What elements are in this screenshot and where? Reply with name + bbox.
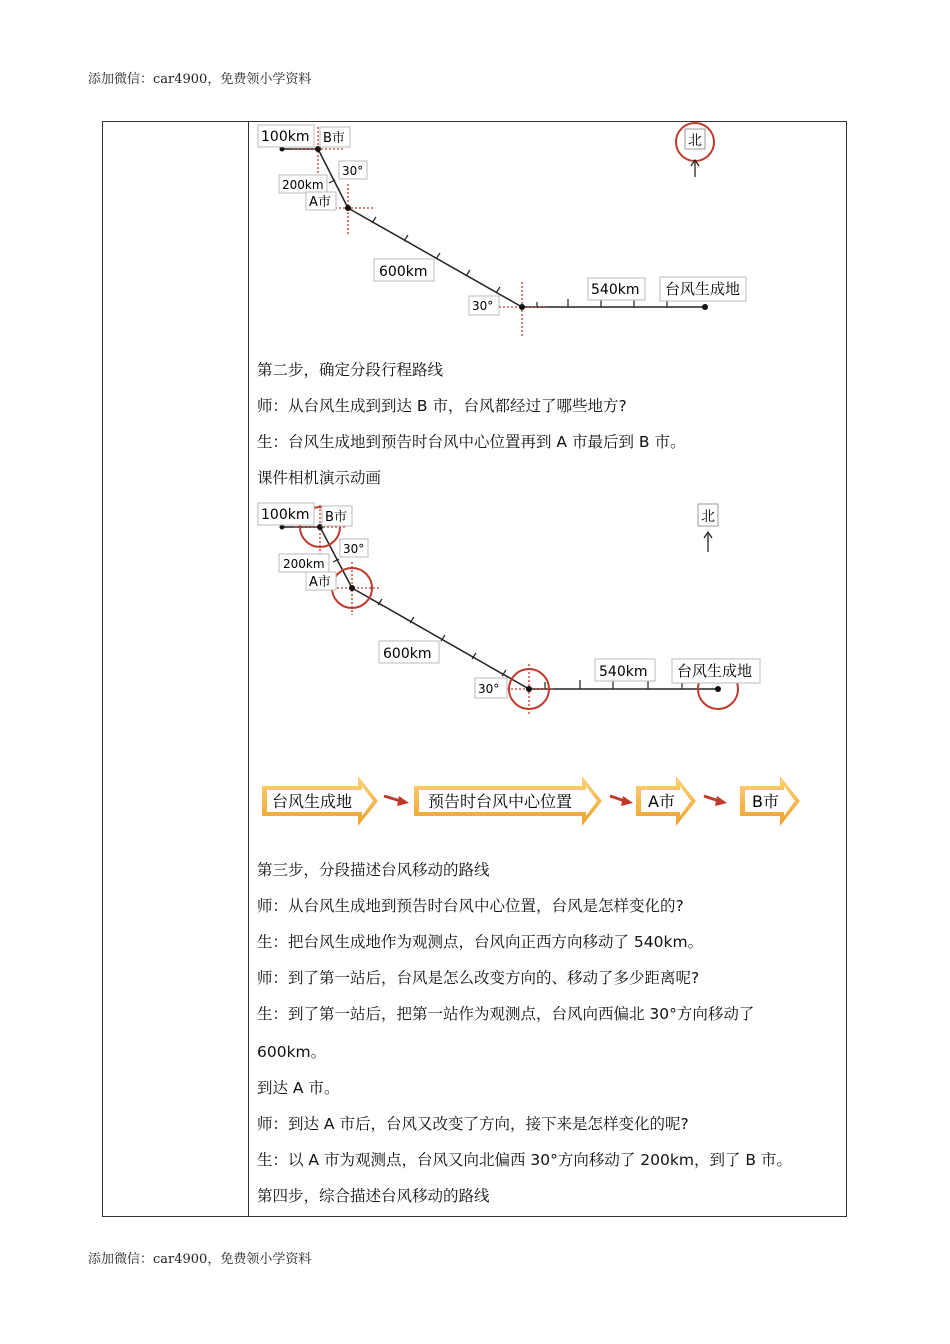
- angle-30-b: 30°: [342, 164, 364, 178]
- diagram-labels: [258, 503, 760, 698]
- step-three-heading: 第三步，分段描述台风移动的路线: [257, 861, 490, 879]
- student-answer-4: 生：以 A 市为观测点，台风又向北偏西 30°方向移动了 200km，到了 B 市。: [257, 1151, 792, 1169]
- distance-600km: 600km: [379, 264, 428, 280]
- b-city-label: B市: [323, 131, 345, 146]
- flow-step-a-city-label: A市: [648, 792, 675, 811]
- teacher-question-3: 师：到了第一站后，台风是怎么改变方向的、移动了多少距离呢?: [257, 969, 700, 987]
- reference-crosshairs: [295, 505, 553, 716]
- step-four-heading: 第四步，综合描述台风移动的路线: [257, 1187, 490, 1205]
- animation-note: 课件相机演示动画: [257, 469, 382, 487]
- flow-step-b-city-label: B市: [752, 792, 779, 811]
- student-answer-1: 生：台风生成地到预告时台风中心位置再到 A 市最后到 B 市。: [257, 433, 686, 451]
- column-divider: [248, 122, 249, 1216]
- north-indicator: [676, 123, 714, 177]
- angle-30-start: 30°: [478, 682, 500, 696]
- origin-label: 台风生成地: [677, 662, 753, 680]
- north-label: 北: [701, 509, 715, 525]
- connector-arrow-icon: [704, 796, 727, 806]
- flow-step-forecast-label: 预告时台风中心位置: [428, 792, 573, 811]
- student-answer-3-cont: 600km。: [257, 1043, 327, 1061]
- north-label: 北: [688, 133, 702, 149]
- reference-crosshairs: [293, 127, 547, 336]
- a-city-label: A市: [309, 575, 331, 590]
- teacher-question-1: 师：从台风生成到到达 B 市，台风都经过了哪些地方?: [257, 397, 627, 415]
- typhoon-animation-diagram: [255, 502, 765, 722]
- connector-arrow-icon: [384, 796, 409, 806]
- arrive-a-city: 到达 A 市。: [257, 1079, 340, 1097]
- typhoon-route-diagram: [255, 122, 755, 342]
- student-answer-3: 生：到了第一站后，把第一站作为观测点，台风向西偏北 30°方向移动了: [257, 1005, 755, 1023]
- route-flow-diagram: [258, 772, 818, 832]
- step-two-heading: 第二步，确定分段行程路线: [257, 361, 444, 379]
- page-footer: 添加微信：car4900，免费领小学资料: [88, 1252, 312, 1267]
- flow-step-origin-label: 台风生成地: [272, 792, 353, 811]
- angle-30-b: 30°: [343, 542, 365, 556]
- student-answer-2: 生：把台风生成地作为观测点，台风向正西方向移动了 540km。: [257, 933, 704, 951]
- distance-540km: 540km: [591, 282, 640, 298]
- a-city-label: A市: [309, 195, 331, 210]
- flow-step-origin: [262, 776, 378, 826]
- angle-30-start: 30°: [472, 299, 494, 313]
- distance-200km: 200km: [282, 178, 324, 192]
- teacher-question-2: 师：从台风生成地到预告时台风中心位置，台风是怎样变化的?: [257, 897, 684, 915]
- page-header: 添加微信：car4900，免费领小学资料: [88, 72, 312, 87]
- north-indicator: [698, 504, 718, 552]
- distance-100km: 100km: [261, 129, 310, 145]
- flow-step-a-city: [636, 776, 696, 826]
- origin-label: 台风生成地: [665, 280, 741, 298]
- distance-540km: 540km: [599, 664, 648, 680]
- distance-600km: 600km: [383, 646, 432, 662]
- distance-100km: 100km: [261, 507, 310, 523]
- teacher-question-4: 师：到达 A 市后，台风又改变了方向，接下来是怎样变化的呢?: [257, 1115, 689, 1133]
- b-city-label: B市: [325, 510, 347, 525]
- flow-step-b-city: [740, 776, 800, 826]
- connector-arrow-icon: [610, 796, 633, 806]
- distance-200km: 200km: [283, 557, 325, 571]
- flow-step-forecast-position: [414, 776, 602, 826]
- diagram-labels: [258, 125, 746, 315]
